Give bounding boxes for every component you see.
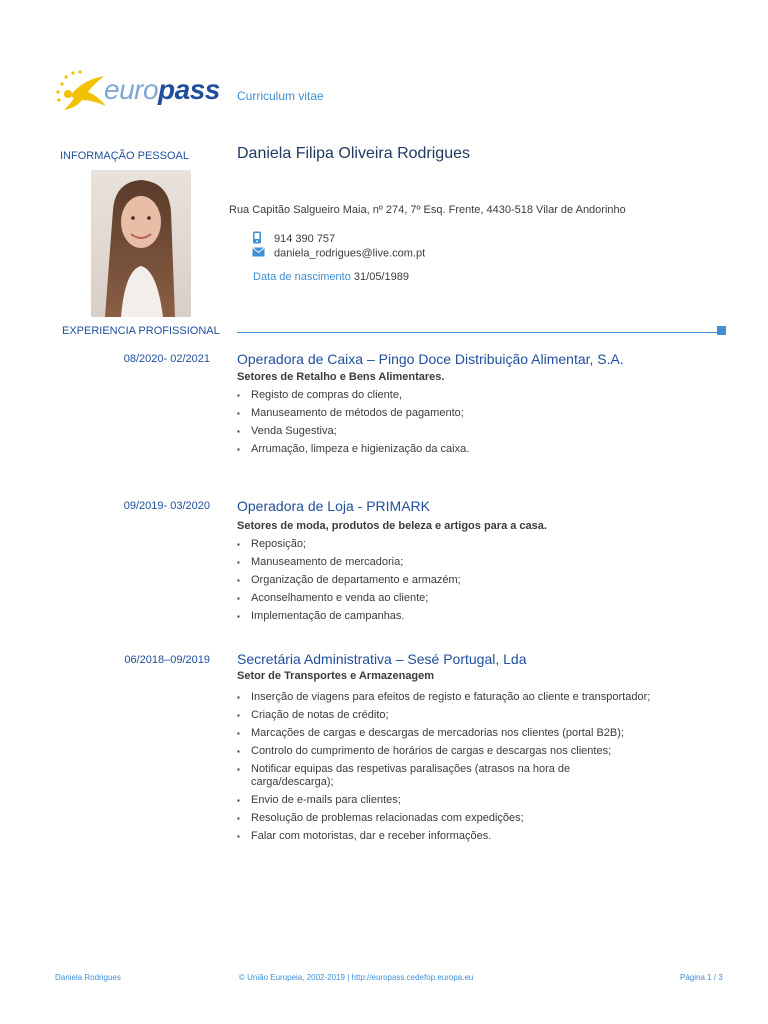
list-item: ▪ Arrumação, limpeza e higienização da caixa. [237, 443, 657, 456]
job-title: Secretária Administrativa – Sesé Portugal, Lda [237, 651, 527, 667]
job-task-list [237, 389, 657, 461]
birth-date-row [253, 271, 409, 283]
document-type-label: Curriculum vitae [237, 89, 324, 103]
europass-star-figure-icon [52, 66, 112, 116]
email-row [252, 247, 425, 260]
list-item: ▪ Implementação de campanhas. [237, 610, 657, 623]
job-dates: 06/2018–09/2019 [124, 654, 210, 666]
birth-date-label: Data de nascimento [253, 271, 351, 283]
job-sector: Setores de Retalho e Bens Alimentares. [237, 371, 445, 383]
mobile-phone-icon [252, 231, 266, 247]
job-sector: Setor de Transportes e Armazenagem [237, 670, 435, 682]
list-item: ▪ Envio de e-mails para clientes; [237, 794, 657, 807]
list-item: ▪ Controlo do cumprimento de horários de cargas e descargas nos clientes; [237, 745, 657, 758]
profile-photo-image [91, 170, 191, 317]
list-item: ▪ Inserção de viagens para efeitos de registo e faturação ao cliente e transportador; [237, 691, 657, 704]
list-item: ▪ Manuseamento de mercadoria; [237, 556, 657, 569]
phone-row [252, 231, 335, 247]
job-title: Operadora de Loja - PRIMARK [237, 498, 430, 514]
experience-section-label: EXPERIENCIA PROFISSIONAL [62, 325, 220, 337]
job-task-list [237, 691, 657, 848]
list-item: ▪ Notificar equipas das respetivas paralisações (atrasos na hora de carga/descarga); [237, 763, 581, 789]
section-divider-line [237, 332, 717, 333]
job-task-list [237, 538, 657, 628]
profile-photo [91, 170, 191, 317]
candidate-name: Daniela Filipa Oliveira Rodrigues [237, 145, 470, 162]
europass-wordmark: europass [104, 74, 220, 105]
phone-number: 914 390 757 [274, 232, 336, 245]
list-item: ▪ Aconselhamento e venda ao cliente; [237, 592, 657, 605]
list-item: ▪ Venda Sugestiva; [237, 425, 657, 438]
job-sector: Setores de moda, produtos de beleza e artigos para a casa. [237, 520, 547, 532]
email-address[interactable]: daniela_rodrigues@live.com.pt [274, 247, 426, 260]
list-item: ▪ Marcações de cargas e descargas de mercadorias nos clientes (portal B2B); [237, 727, 657, 740]
list-item: ▪ Falar com motoristas, dar e receber informações. [237, 830, 657, 843]
list-item: ▪ Criação de notas de crédito; [237, 709, 657, 722]
footer-name: Daniela Rodrigues [55, 973, 121, 982]
personal-info-section-label: INFORMAÇÃO PESSOAL [60, 150, 189, 162]
section-divider-square [717, 326, 726, 335]
job-dates: 09/2019- 03/2020 [123, 500, 210, 512]
job-dates: 08/2020- 02/2021 [123, 353, 210, 365]
footer-page-number: Página 1 / 3 [680, 973, 723, 982]
birth-date-value: 31/05/1989 [353, 271, 409, 283]
address: Rua Capitão Salgueiro Maia, nº 274, 7º Esq. Frente, 4430-518 Vilar de Andorinho [229, 204, 626, 216]
list-item: ▪ Resolução de problemas relacionadas com expedições; [237, 812, 657, 825]
list-item: ▪ Manuseamento de métodos de pagamento; [237, 407, 657, 420]
list-item: ▪ Reposição; [237, 538, 657, 551]
list-item: ▪ Registo de compras do cliente, [237, 389, 657, 402]
list-item: ▪ Organização de departamento e armazém; [237, 574, 657, 587]
job-title: Operadora de Caixa – Pingo Doce Distribuição Alimentar, S.A. [237, 351, 624, 367]
footer-copyright-link[interactable]: © União Europeia, 2002-2019 | http://europass.cedefop.europa.eu [239, 973, 474, 982]
envelope-icon [252, 247, 266, 260]
